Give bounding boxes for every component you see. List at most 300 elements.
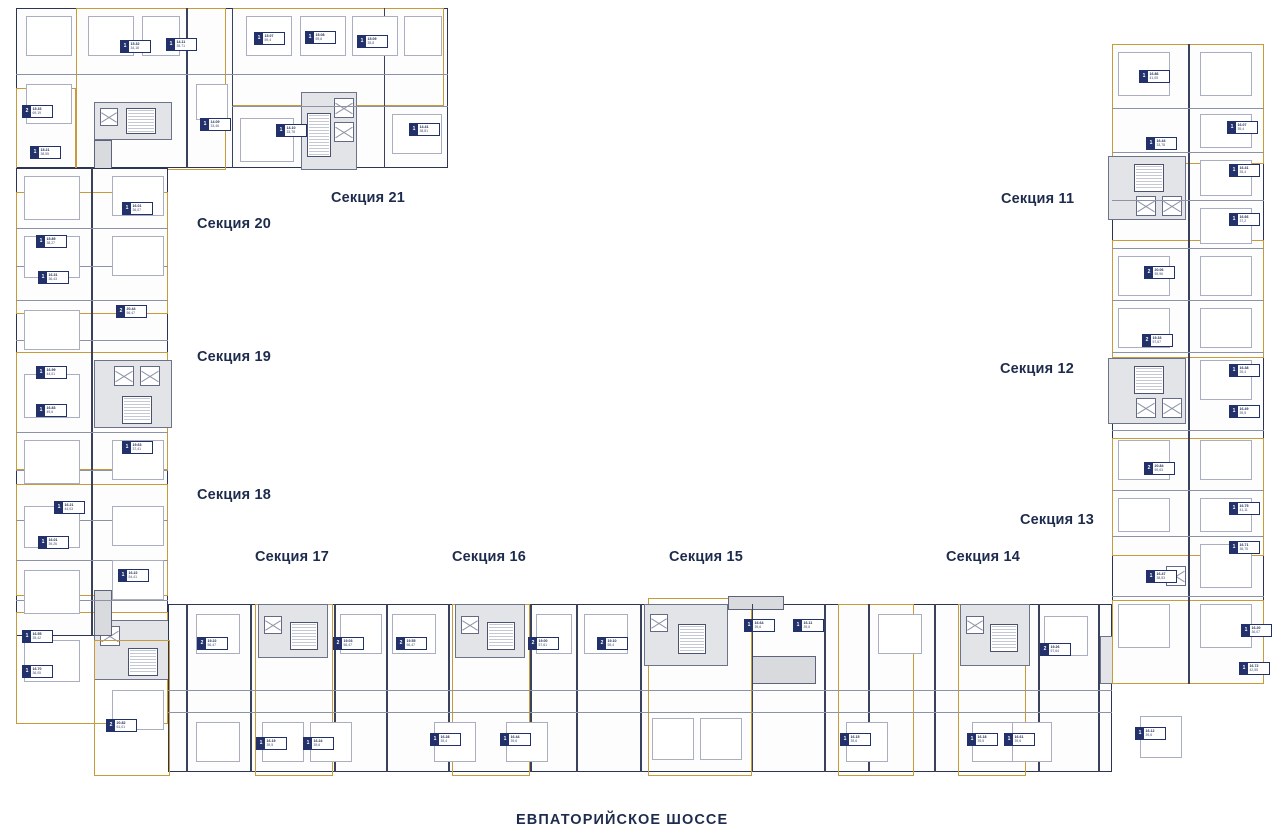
room-nw-g xyxy=(404,16,442,56)
apartment-area: 38,81 xyxy=(419,128,428,133)
room-w-a xyxy=(24,176,80,220)
apartment-tag-body xyxy=(802,620,823,631)
elevator-11 xyxy=(1136,196,1156,216)
wall-s-v2 xyxy=(250,604,252,772)
apartment-tag-body xyxy=(1238,406,1259,417)
apartment-tag-body xyxy=(131,203,152,214)
apartment-tag[interactable] xyxy=(1040,643,1071,656)
apartment-tag[interactable] xyxy=(22,105,53,118)
apartment-tag[interactable] xyxy=(500,733,531,746)
apartment-tag[interactable] xyxy=(840,733,871,746)
apartment-tag[interactable] xyxy=(396,637,427,650)
apartment-number: 15.21 xyxy=(40,147,50,152)
apartment-number: 16.07 xyxy=(1237,122,1247,127)
section-label-15: Секция 15 xyxy=(669,549,744,565)
wall-w-h1 xyxy=(16,228,168,229)
apartment-rooms-count: 2 xyxy=(198,638,206,649)
apartment-rooms-count: 2 xyxy=(397,638,405,649)
apartment-number: 15.33 xyxy=(32,106,42,111)
apartment-tag[interactable] xyxy=(744,619,775,632)
apartment-rooms-count: 2 xyxy=(1143,335,1151,346)
apartment-rooms-count: 1 xyxy=(1005,734,1013,745)
apartment-rooms-count: 1 xyxy=(1230,214,1238,225)
elevator-20 xyxy=(100,108,118,126)
apartment-tag-body xyxy=(849,734,870,745)
apartment-number: 16.28 xyxy=(440,734,450,739)
apartment-tag[interactable] xyxy=(122,202,153,215)
apartment-rooms-count: 1 xyxy=(55,502,63,513)
apartment-rooms-count: 2 xyxy=(529,638,537,649)
apartment-number: 16.72 xyxy=(1249,663,1259,668)
apartment-area: 35,4 xyxy=(1239,169,1247,174)
apartment-tag-body xyxy=(1148,71,1169,82)
apartment-tag[interactable] xyxy=(38,536,69,549)
apartment-rooms-count: 1 xyxy=(1136,728,1144,739)
section-label-20: Секция 20 xyxy=(197,216,272,232)
wall-s-v8 xyxy=(640,604,642,772)
staircase-21 xyxy=(307,113,331,157)
apartment-number: 16.48 xyxy=(1239,365,1249,370)
apartment-number: 19.22 xyxy=(207,638,217,643)
apartment-number: 16.31 xyxy=(48,272,58,277)
apartment-tag[interactable] xyxy=(528,637,559,650)
apartment-number: 16.20 xyxy=(1251,625,1261,630)
apartment-number: 16.64 xyxy=(754,620,764,625)
apartment-tag[interactable] xyxy=(333,637,364,650)
apartment-tag-body xyxy=(31,106,52,117)
staircase-20 xyxy=(126,108,156,134)
apartment-number: 19.00 xyxy=(538,638,548,643)
apartment-tag[interactable] xyxy=(597,637,628,650)
apartment-number: 15.09 xyxy=(367,36,377,41)
elevator-16 xyxy=(461,616,479,634)
wall-e-v1 xyxy=(1188,44,1190,684)
apartment-rooms-count: 1 xyxy=(37,405,45,416)
apartment-area: 39,6 xyxy=(850,738,858,743)
apartment-tag[interactable] xyxy=(38,271,69,284)
apartment-tag[interactable] xyxy=(1229,541,1260,554)
apartment-rooms-count: 1 xyxy=(358,36,366,47)
apartment-area: 39,6 xyxy=(803,624,811,629)
wall-e-h1 xyxy=(1112,108,1264,109)
room-w-g xyxy=(24,570,80,614)
wall-nw-v1 xyxy=(186,8,188,168)
apartment-number: 16.61 xyxy=(1014,734,1024,739)
apartment-tag[interactable] xyxy=(122,441,153,454)
apartment-tag[interactable] xyxy=(1144,266,1175,279)
apartment-tag-body xyxy=(1238,503,1259,514)
apartment-rooms-count: 1 xyxy=(119,570,127,581)
apartment-rooms-count: 2 xyxy=(107,720,115,731)
elevator-15 xyxy=(650,614,668,632)
apartment-area: 38,27 xyxy=(46,240,55,245)
apartment-rooms-count: 1 xyxy=(201,119,209,130)
apartment-rooms-count: 1 xyxy=(304,738,312,749)
apartment-number: 15.08 xyxy=(315,32,325,37)
apartment-tag-body xyxy=(418,124,439,135)
apartment-number: 20.82 xyxy=(116,720,126,725)
room-w-c xyxy=(24,310,80,350)
apartment-tag[interactable] xyxy=(1229,405,1260,418)
apartment-area: 57,67 xyxy=(1152,339,1161,344)
apartment-tag[interactable] xyxy=(30,146,61,159)
apartment-number: 15.32 xyxy=(130,41,140,46)
wall-nw-v2 xyxy=(232,8,233,168)
section-label-12: Секция 12 xyxy=(1000,361,1075,377)
room-nw-h xyxy=(26,84,72,124)
wall-s-v10 xyxy=(824,604,826,772)
apartment-tag[interactable] xyxy=(54,501,85,514)
apartment-area: 59,4 xyxy=(264,37,272,42)
room-nw-a xyxy=(26,16,72,56)
apartment-tag[interactable] xyxy=(256,737,287,750)
apartment-number: 20.06 xyxy=(1154,267,1164,272)
room-s-m xyxy=(652,718,694,760)
apartment-tag-body xyxy=(1236,122,1257,133)
apartment-tag-body xyxy=(366,36,387,47)
elevator-21 xyxy=(334,98,354,118)
apartment-tag-body xyxy=(265,738,286,749)
apartment-tag[interactable] xyxy=(36,235,67,248)
apartment-area: 35,8 xyxy=(367,40,375,45)
apartment-rooms-count: 1 xyxy=(255,33,263,44)
apartment-rooms-count: 1 xyxy=(1230,365,1238,376)
wall-s-v14 xyxy=(1098,604,1100,772)
apartment-area: 35.71 xyxy=(176,43,185,48)
apartment-area: 57,61 xyxy=(538,642,547,647)
apartment-tag[interactable] xyxy=(22,630,53,643)
apartment-area: 39,5 xyxy=(1239,410,1247,415)
apartment-tag-body xyxy=(47,537,68,548)
apartment-rooms-count: 1 xyxy=(23,666,31,677)
apartment-tag[interactable] xyxy=(36,404,67,417)
apartment-area: 39,4 xyxy=(1237,126,1245,131)
apartment-tag-body xyxy=(1144,728,1165,739)
apartment-rooms-count: 1 xyxy=(1230,503,1238,514)
apartment-tag[interactable] xyxy=(409,123,440,136)
apartment-rooms-count: 1 xyxy=(1140,71,1148,82)
apartment-number: 19.03 xyxy=(343,638,353,643)
apartment-number: 16.55 xyxy=(32,631,42,636)
apartment-number: 16.01 xyxy=(48,537,58,542)
apartment-tag-body xyxy=(976,734,997,745)
apartment-rooms-count: 2 xyxy=(598,638,606,649)
apartment-area: 56,47 xyxy=(406,642,415,647)
apartment-number: 15.07 xyxy=(264,33,274,38)
wall-e-h7 xyxy=(1112,430,1264,431)
wall-s-v7 xyxy=(576,604,578,772)
apartment-number: 16.44 xyxy=(1156,138,1166,143)
apartment-area: 39,6 xyxy=(754,624,762,629)
apartment-tag[interactable] xyxy=(1139,70,1170,83)
room-w-j xyxy=(112,236,164,276)
apartment-number: 16.71 xyxy=(1239,542,1249,547)
apartment-area: 36,43 xyxy=(48,276,57,281)
section-label-11: Секция 11 xyxy=(1001,191,1075,207)
apartment-tag[interactable] xyxy=(967,733,998,746)
apartment-rooms-count: 1 xyxy=(277,125,285,136)
apartment-number: 19.55 xyxy=(406,638,416,643)
apartment-area: 37,2 xyxy=(1239,218,1247,223)
apartment-number: 16.19 xyxy=(266,738,276,743)
apartment-number: 14.10 xyxy=(286,125,296,130)
apartment-rooms-count: 1 xyxy=(1147,138,1155,149)
wall-e-h2 xyxy=(1112,152,1264,153)
apartment-tag-body xyxy=(405,638,426,649)
room-s-n xyxy=(700,718,742,760)
apartment-tag-body xyxy=(285,125,306,136)
apartment-tag-body xyxy=(31,666,52,677)
apartment-number: 16.49 xyxy=(1239,406,1249,411)
apartment-tag[interactable] xyxy=(1229,213,1260,226)
apartment-rooms-count: 1 xyxy=(794,620,802,631)
room-e-k xyxy=(1200,440,1252,480)
apartment-tag[interactable] xyxy=(430,733,461,746)
wall-s-v1 xyxy=(186,604,188,772)
apartment-number: 16.15 xyxy=(850,734,860,739)
apartment-area: 34,18 xyxy=(130,45,139,50)
apartment-tag-body xyxy=(1250,625,1271,636)
apartment-tag[interactable] xyxy=(116,305,147,318)
apartment-tag-body xyxy=(537,638,558,649)
elevator-12-b xyxy=(1162,398,1182,418)
apartment-area: 49,6 xyxy=(46,409,54,414)
apartment-area: 57,64 xyxy=(1050,648,1059,653)
apartment-tag[interactable] xyxy=(1229,502,1260,515)
apartment-tag[interactable] xyxy=(1144,462,1175,475)
apartment-number: 16.83 xyxy=(46,405,56,410)
apartment-rooms-count: 1 xyxy=(306,32,314,43)
apartment-tag[interactable] xyxy=(1239,662,1270,675)
apartment-tag-body xyxy=(45,367,66,378)
room-e-g xyxy=(1200,256,1252,296)
apartment-number: 20.84 xyxy=(1154,463,1164,468)
apartment-tag-body xyxy=(314,32,335,43)
apartment-tag[interactable] xyxy=(357,35,388,48)
apartment-rooms-count: 1 xyxy=(167,39,175,50)
wall-nw-h2 xyxy=(232,106,448,107)
apartment-rooms-count: 1 xyxy=(1230,406,1238,417)
apartment-tag[interactable] xyxy=(303,737,334,750)
apartment-rooms-count: 2 xyxy=(1145,463,1153,474)
apartment-tag-body xyxy=(45,236,66,247)
staircase-16 xyxy=(487,622,515,650)
apartment-rooms-count: 1 xyxy=(501,734,509,745)
apartment-tag-body xyxy=(31,631,52,642)
elevator-12 xyxy=(1136,398,1156,418)
apartment-tag[interactable] xyxy=(305,31,336,44)
apartment-tag-body xyxy=(753,620,774,631)
elevator-19-b xyxy=(140,366,160,386)
apartment-tag[interactable] xyxy=(200,118,231,131)
room-e-n xyxy=(1118,498,1170,532)
apartment-rooms-count: 1 xyxy=(31,147,39,158)
apartment-rooms-count: 1 xyxy=(257,738,265,749)
apartment-area: 41,11 xyxy=(1239,507,1248,512)
apartment-area: 55,4 xyxy=(607,642,615,647)
wall-e-h4 xyxy=(1112,248,1264,249)
apartment-tag[interactable] xyxy=(1135,727,1166,740)
apartment-tag-body xyxy=(312,738,333,749)
elevator-17 xyxy=(264,616,282,634)
apartment-area: 39,5 xyxy=(977,738,985,743)
apartment-rooms-count: 1 xyxy=(1242,625,1250,636)
room-s-f xyxy=(878,614,922,654)
apartment-tag[interactable] xyxy=(120,40,151,53)
apartment-rooms-count: 1 xyxy=(37,236,45,247)
section-label-17: Секция 17 xyxy=(255,549,330,565)
apartment-area: 39,6 xyxy=(1014,738,1022,743)
apartment-area: 39,5 xyxy=(266,742,274,747)
apartment-number: 16.01 xyxy=(132,203,142,208)
apartment-tag[interactable] xyxy=(793,619,824,632)
section-label-14: Секция 14 xyxy=(946,549,1021,565)
apartment-area: 59,63 xyxy=(1154,467,1163,472)
apartment-tag-body xyxy=(1153,463,1174,474)
apartment-rooms-count: 2 xyxy=(23,106,31,117)
apartment-rooms-count: 1 xyxy=(37,367,45,378)
room-w-l xyxy=(112,506,164,546)
apartment-tag-body xyxy=(175,39,196,50)
road-label: ЕВПАТОРИЙСКОЕ ШОССЕ xyxy=(516,812,729,828)
apartment-number: 16.24 xyxy=(313,738,323,743)
apartment-tag[interactable] xyxy=(1142,334,1173,347)
apartment-number: 15.89 xyxy=(46,236,56,241)
apartment-tag-body xyxy=(1238,214,1259,225)
apartment-tag[interactable] xyxy=(1146,137,1177,150)
apartment-rooms-count: 1 xyxy=(1230,165,1238,176)
apartment-rooms-count: 1 xyxy=(123,442,131,453)
lobby-15 xyxy=(752,656,816,684)
apartment-area: 33,78 xyxy=(1156,142,1165,147)
apartment-tag-body xyxy=(63,502,84,513)
elevator-21-b xyxy=(334,122,354,142)
apartment-area: 39,4 xyxy=(1239,369,1247,374)
apartment-tag-body xyxy=(127,570,148,581)
apartment-tag-body xyxy=(1248,663,1269,674)
staircase-18 xyxy=(128,648,158,676)
wall-e-h8 xyxy=(1112,490,1264,491)
apartment-area: 39,6 xyxy=(510,738,518,743)
apartment-tag[interactable] xyxy=(1229,164,1260,177)
apartment-area: 54,41 xyxy=(128,574,137,579)
apartment-tag-body xyxy=(509,734,530,745)
apartment-area: 38,53 xyxy=(1156,575,1165,580)
apartment-tag-body xyxy=(1238,542,1259,553)
apartment-rooms-count: 1 xyxy=(745,620,753,631)
apartment-rooms-count: 1 xyxy=(1228,122,1236,133)
apartment-area: 36,07 xyxy=(1251,629,1260,634)
apartment-tag-body xyxy=(1238,365,1259,376)
wall-s-v4 xyxy=(386,604,388,772)
room-nw-i xyxy=(196,84,228,120)
staircase-19 xyxy=(122,396,152,424)
apartment-tag[interactable] xyxy=(1004,733,1035,746)
apartment-tag-body xyxy=(125,306,146,317)
apartment-rooms-count: 2 xyxy=(117,306,125,317)
apartment-area: 42,55 xyxy=(1249,667,1258,672)
section-label-21: Секция 21 xyxy=(331,190,406,206)
apartment-tag-body xyxy=(606,638,627,649)
apartment-tag[interactable] xyxy=(36,366,67,379)
apartment-tag[interactable] xyxy=(106,719,137,732)
apartment-rooms-count: 1 xyxy=(1230,542,1238,553)
apartment-number: 16.47 xyxy=(1156,571,1166,576)
apartment-tag[interactable] xyxy=(254,32,285,45)
elevator-19 xyxy=(114,366,134,386)
corridor-18 xyxy=(94,590,112,636)
apartment-tag[interactable] xyxy=(118,569,149,582)
apartment-area: 61,01 xyxy=(116,724,125,729)
apartment-tag-body xyxy=(1049,644,1070,655)
apartment-area: 41,05 xyxy=(1149,75,1158,80)
apartment-tag-body xyxy=(206,638,227,649)
section-label-13: Секция 13 xyxy=(1020,512,1095,528)
elevator-14 xyxy=(966,616,984,634)
apartment-area: 55,96 xyxy=(1154,271,1163,276)
apartment-number: 16.66 xyxy=(1239,214,1249,219)
apartment-tag[interactable] xyxy=(276,124,307,137)
apartment-area: 44,03 xyxy=(64,506,73,511)
apartment-area: 44,01 xyxy=(46,371,55,376)
apartment-number: 16.44 xyxy=(510,734,520,739)
apartment-tag-body xyxy=(115,720,136,731)
apartment-tag[interactable] xyxy=(166,38,197,51)
apartment-tag-body xyxy=(1153,267,1174,278)
apartment-rooms-count: 1 xyxy=(39,272,47,283)
apartment-area: 56,47 xyxy=(343,642,352,647)
apartment-number: 16.41 xyxy=(1239,165,1249,170)
room-e-i xyxy=(1200,308,1252,348)
apartment-tag-body xyxy=(1155,138,1176,149)
apartment-tag[interactable] xyxy=(197,637,228,650)
apartment-tag-body xyxy=(39,147,60,158)
elevator-11-b xyxy=(1162,196,1182,216)
apartment-area: 33,46 xyxy=(210,123,219,128)
apartment-number: 16.75 xyxy=(1239,503,1249,508)
apartment-tag-body xyxy=(45,405,66,416)
apartment-tag-body xyxy=(1238,165,1259,176)
wall-w-h5 xyxy=(16,432,168,433)
apartment-number: 16.22 xyxy=(128,570,138,575)
section-label-19: Секция 19 xyxy=(197,349,272,365)
wall-e-h6 xyxy=(1112,352,1264,353)
wall-w-v1 xyxy=(91,168,93,636)
wall-s-h1 xyxy=(168,690,1112,691)
apartment-area: 39,4 xyxy=(440,738,448,743)
apartment-tag[interactable] xyxy=(1146,570,1177,583)
apartment-tag-body xyxy=(263,33,284,44)
apartment-tag[interactable] xyxy=(1229,364,1260,377)
wall-w-h3 xyxy=(16,300,168,301)
room-e-b xyxy=(1200,52,1252,96)
apartment-area: 33,78 xyxy=(286,129,295,134)
apartment-tag[interactable] xyxy=(1241,624,1272,637)
apartment-tag-body xyxy=(342,638,363,649)
apartment-tag-body xyxy=(209,119,230,130)
corridor-15 xyxy=(728,596,784,610)
apartment-tag[interactable] xyxy=(1227,121,1258,134)
apartment-number: 16.18 xyxy=(977,734,987,739)
apartment-rooms-count: 1 xyxy=(841,734,849,745)
apartment-tag[interactable] xyxy=(22,665,53,678)
apartment-tag-body xyxy=(439,734,460,745)
staircase-12 xyxy=(1134,366,1164,394)
apartment-rooms-count: 2 xyxy=(334,638,342,649)
apartment-rooms-count: 1 xyxy=(968,734,976,745)
section-label-18: Секция 18 xyxy=(197,487,272,503)
apartment-tag-body xyxy=(1155,571,1176,582)
